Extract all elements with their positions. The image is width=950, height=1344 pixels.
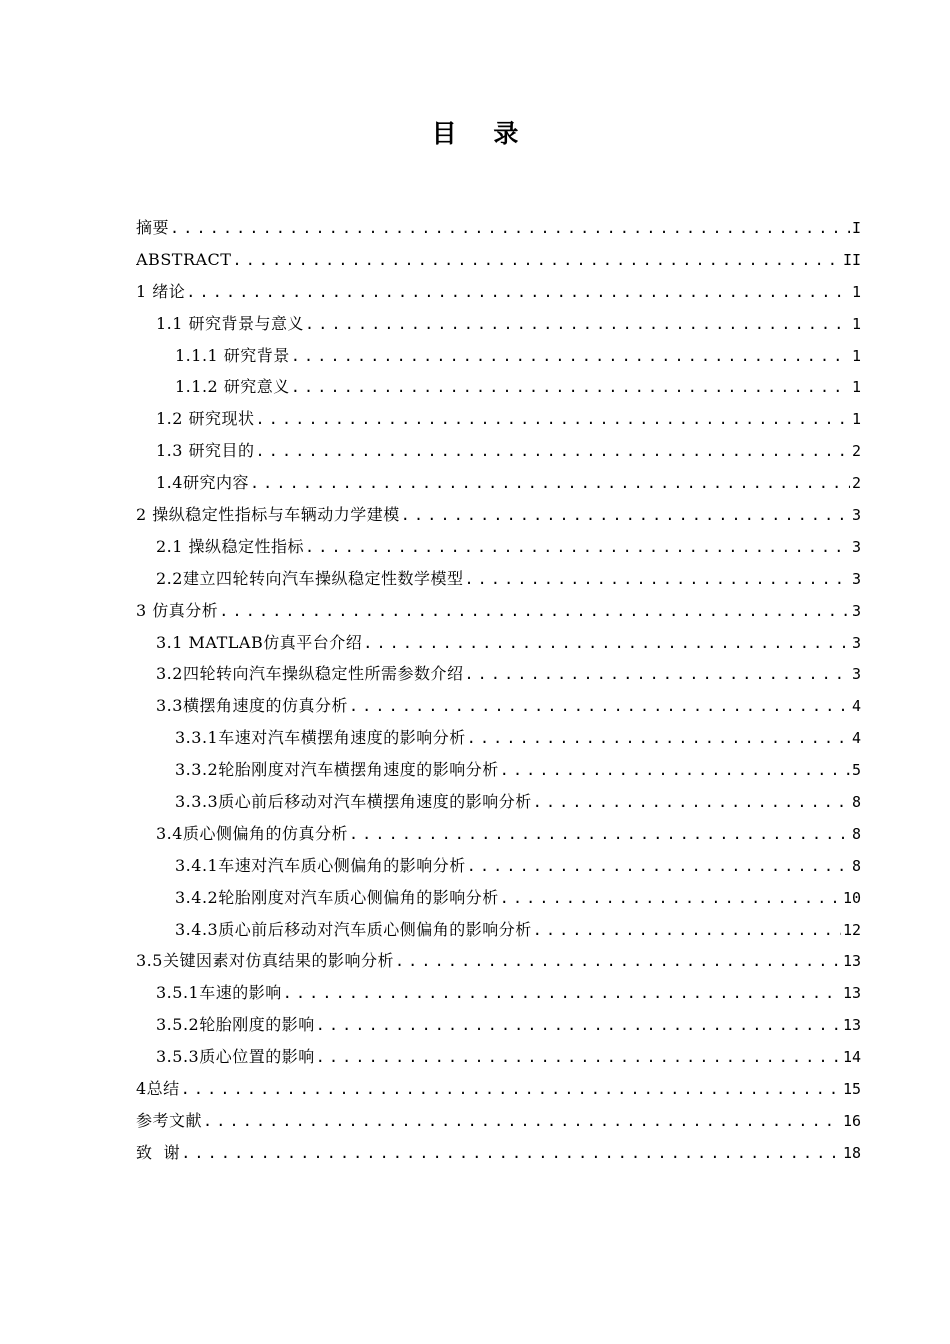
toc-page-number: 3	[851, 633, 861, 652]
toc-page-number: 3	[851, 506, 861, 525]
toc-entry-label: 3.4.1车速对汽车质心侧偏角的影响分析	[175, 855, 466, 875]
toc-entry[interactable]	[136, 1009, 861, 1041]
toc-page-number: 13	[842, 952, 861, 971]
toc-entry[interactable]	[136, 818, 861, 850]
toc-dot-leader	[291, 372, 850, 403]
toc-page-number: 8	[851, 824, 861, 843]
toc-entry[interactable]	[136, 786, 861, 818]
toc-entry-label: 2.1 操纵稳定性指标	[156, 536, 305, 556]
toc-entry-label: 3.4质心侧偏角的仿真分析	[156, 823, 348, 843]
toc-page-number: 8	[851, 793, 861, 812]
toc-entry-label: 3.3.2轮胎刚度对汽车横摆角速度的影响分析	[175, 760, 499, 780]
toc-entry-label: 致 谢	[136, 1142, 181, 1162]
toc-dot-leader	[464, 659, 850, 690]
toc-page-number: 4	[851, 729, 861, 748]
toc-entry[interactable]	[136, 882, 861, 914]
toc-dot-leader	[500, 755, 850, 786]
toc-page-number: 10	[842, 888, 861, 907]
toc-page-number: I	[851, 219, 861, 237]
toc-dot-leader	[467, 723, 850, 754]
toc-entry[interactable]	[136, 371, 861, 403]
toc-entry[interactable]	[136, 435, 861, 467]
toc-entry[interactable]	[136, 531, 861, 563]
toc-entry-label: 3.5.1车速的影响	[156, 983, 282, 1003]
toc-entry-label: 3 仿真分析	[136, 600, 219, 620]
toc-entry-label: 参考文献	[136, 1110, 203, 1130]
toc-entry-label: 3.3.3质心前后移动对汽车横摆角速度的影响分析	[175, 792, 532, 812]
toc-entry[interactable]	[136, 1041, 861, 1073]
toc-page-number: 13	[842, 984, 861, 1003]
toc-entry-label: 3.2四轮转向汽车操纵稳定性所需参数介绍	[156, 664, 464, 684]
toc-entry[interactable]	[136, 1137, 861, 1169]
toc-page-number: 15	[842, 1080, 861, 1099]
toc-entry[interactable]	[136, 1073, 861, 1105]
toc-entry[interactable]	[136, 977, 861, 1009]
toc-page-number: 1	[851, 410, 861, 429]
toc-entry[interactable]	[136, 499, 861, 531]
toc-dot-leader	[349, 819, 850, 850]
toc-entry-label: 3.1 MATLAB仿真平台介绍	[156, 632, 363, 652]
toc-entry[interactable]	[136, 658, 861, 690]
toc-entry-label: 1.1 研究背景与意义	[156, 313, 305, 333]
toc-dot-leader	[316, 1042, 841, 1073]
toc-dot-leader	[533, 915, 841, 946]
page-title: 目 录	[431, 119, 533, 148]
toc-page-number: 1	[851, 378, 861, 397]
toc-dot-leader	[181, 1138, 841, 1169]
toc-entry[interactable]	[136, 308, 861, 340]
toc-dot-leader	[256, 436, 850, 467]
toc-entry[interactable]	[136, 690, 861, 722]
toc-dot-leader	[181, 1074, 841, 1105]
toc-page-number: 3	[851, 569, 861, 588]
toc-dot-leader	[305, 532, 850, 563]
toc-page-number: 8	[851, 856, 861, 875]
toc-entry[interactable]	[136, 563, 861, 595]
toc-page-number: 18	[842, 1143, 861, 1162]
toc-dot-leader	[464, 564, 850, 595]
toc-page-number: 2	[851, 442, 861, 461]
toc-entry-label: 3.4.2轮胎刚度对汽车质心侧偏角的影响分析	[175, 887, 499, 907]
toc-entry-label: 2.2建立四轮转向汽车操纵稳定性数学模型	[156, 568, 464, 588]
toc-page-number: 12	[842, 920, 861, 939]
toc-dot-leader	[467, 851, 850, 882]
toc-entry-label: 1.1.2 研究意义	[175, 377, 290, 397]
toc-dot-leader	[349, 691, 850, 722]
toc-page-number: 16	[842, 1111, 861, 1130]
toc-dot-leader	[500, 883, 841, 914]
toc-entry[interactable]	[136, 467, 861, 499]
toc-entry-label: 摘要	[136, 218, 170, 237]
toc-entry[interactable]	[136, 754, 861, 786]
toc-entry-label: 1.1.1 研究背景	[175, 345, 290, 365]
toc-page-number: 1	[851, 282, 861, 301]
toc-dot-leader	[283, 978, 841, 1009]
toc-entry-label: ABSTRACT	[136, 249, 232, 269]
toc-entry-label: 1.2 研究现状	[156, 409, 255, 429]
toc-entry[interactable]	[136, 244, 861, 276]
toc-page-number: 1	[851, 346, 861, 365]
toc-entry[interactable]	[136, 340, 861, 372]
toc-entry-label: 3.5.2轮胎刚度的影响	[156, 1015, 315, 1035]
toc-page-number: 2	[851, 474, 861, 493]
toc-entry[interactable]	[136, 850, 861, 882]
toc-page-number: 3	[851, 601, 861, 620]
toc-page-number: 13	[842, 1016, 861, 1035]
toc-page-number: 1	[851, 314, 861, 333]
toc-entry[interactable]	[136, 595, 861, 627]
toc-entry-label: 3.5.3质心位置的影响	[156, 1047, 315, 1067]
toc-entry[interactable]	[136, 403, 861, 435]
toc-dot-leader	[363, 628, 850, 659]
table-of-contents	[136, 212, 861, 1169]
toc-page-number: 5	[851, 761, 861, 780]
toc-entry-label: 1.3 研究目的	[156, 441, 255, 461]
toc-page-number: 14	[842, 1048, 861, 1067]
toc-dot-leader	[291, 341, 850, 372]
toc-page-number: II	[842, 250, 861, 269]
toc-dot-leader	[250, 468, 850, 499]
toc-entry-label: 1 绪论	[136, 281, 186, 301]
toc-dot-leader	[203, 1106, 841, 1137]
toc-dot-leader	[219, 596, 850, 627]
toc-page-number: 3	[851, 665, 861, 684]
toc-entry[interactable]	[136, 722, 861, 754]
toc-entry-label: 2 操纵稳定性指标与车辆动力学建模	[136, 505, 400, 525]
toc-entry[interactable]	[136, 212, 861, 244]
toc-page-number: 3	[851, 537, 861, 556]
toc-entry[interactable]	[136, 276, 861, 308]
toc-dot-leader	[401, 500, 850, 531]
toc-dot-leader	[186, 277, 850, 308]
toc-entry[interactable]	[136, 1105, 861, 1137]
toc-entry-label: 1.4研究内容	[156, 473, 249, 493]
toc-entry[interactable]	[136, 627, 861, 659]
toc-dot-leader	[316, 1010, 841, 1041]
toc-page-number: 4	[851, 697, 861, 716]
toc-dot-leader	[232, 245, 840, 276]
toc-entry-label: 3.5关键因素对仿真结果的影响分析	[136, 951, 394, 971]
toc-dot-leader	[256, 404, 850, 435]
toc-entry-label: 4总结	[136, 1079, 180, 1099]
toc-dot-leader	[305, 309, 850, 340]
toc-entry-label: 3.3横摆角速度的仿真分析	[156, 696, 348, 716]
toc-dot-leader	[533, 787, 850, 818]
toc-dot-leader	[170, 213, 850, 244]
toc-entry-label: 3.3.1车速对汽车横摆角速度的影响分析	[175, 728, 466, 748]
toc-entry[interactable]	[136, 945, 861, 977]
toc-entry[interactable]	[136, 914, 861, 946]
toc-entry-label: 3.4.3质心前后移动对汽车质心侧偏角的影响分析	[175, 919, 532, 939]
toc-dot-leader	[395, 946, 841, 977]
